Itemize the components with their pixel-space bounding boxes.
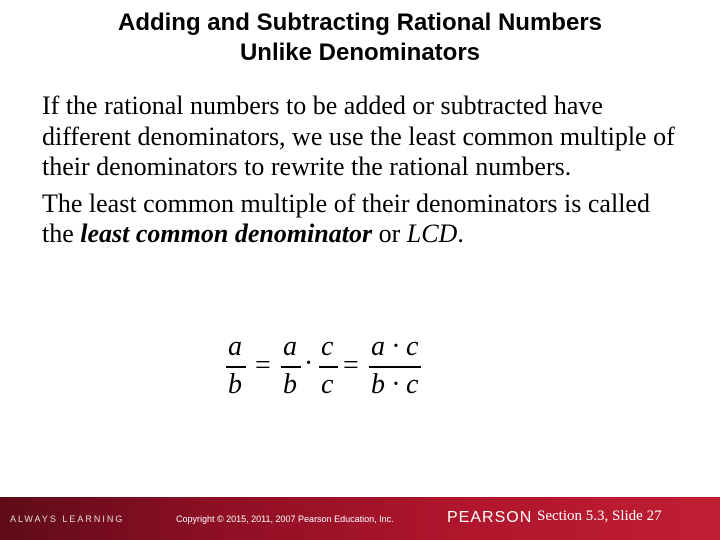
equals-sign-1: = [255, 350, 271, 381]
fraction-1-bar [226, 366, 246, 368]
fraction-2-numerator: a [283, 331, 297, 362]
term-least-common-denominator: least common denominator [80, 219, 373, 248]
multiplication-dot: · [304, 348, 314, 379]
fraction-4-denominator: b · c [371, 369, 419, 400]
fraction-1-denominator: b [228, 369, 242, 400]
always-learning-tagline: ALWAYS LEARNING [10, 514, 125, 524]
copyright-notice: Copyright © 2015, 2011, 2007 Pearson Education, Inc. [176, 514, 394, 524]
title-line-1: Adding and Subtracting Rational Numbers [117, 9, 603, 36]
paragraph-2-or: or [372, 219, 407, 248]
term-lcd: LCD [406, 219, 458, 248]
title-line-2: Unlike Denominators [239, 39, 481, 66]
footer-bar [0, 497, 720, 540]
fraction-2-bar [281, 366, 301, 368]
fraction-4-bar [369, 366, 421, 368]
fraction-3-denominator: c [321, 369, 334, 400]
fraction-3-numerator: c [321, 331, 334, 362]
fraction-1-numerator: a [228, 331, 242, 362]
fraction-2-denominator: b [283, 369, 297, 400]
fraction-3-bar [319, 366, 338, 368]
paragraph-2-text: The least common multiple of their denominators is called the [42, 188, 650, 248]
equals-sign-2: = [343, 350, 359, 381]
slide-body [42, 91, 682, 250]
fraction-4-numerator: a · c [371, 331, 419, 362]
body-paragraph-2 [42, 189, 682, 250]
slide-reference: Section 5.3, Slide 27 [537, 508, 662, 524]
slide-title [0, 8, 720, 68]
pearson-logo: PEARSON [447, 509, 533, 526]
body-paragraph-1: If the rational numbers to be added or subtracted have different denominators, we use the least common multiple of their denominators to rewrite the rational numbers. [42, 91, 675, 181]
paragraph-2-end: . [457, 219, 464, 248]
